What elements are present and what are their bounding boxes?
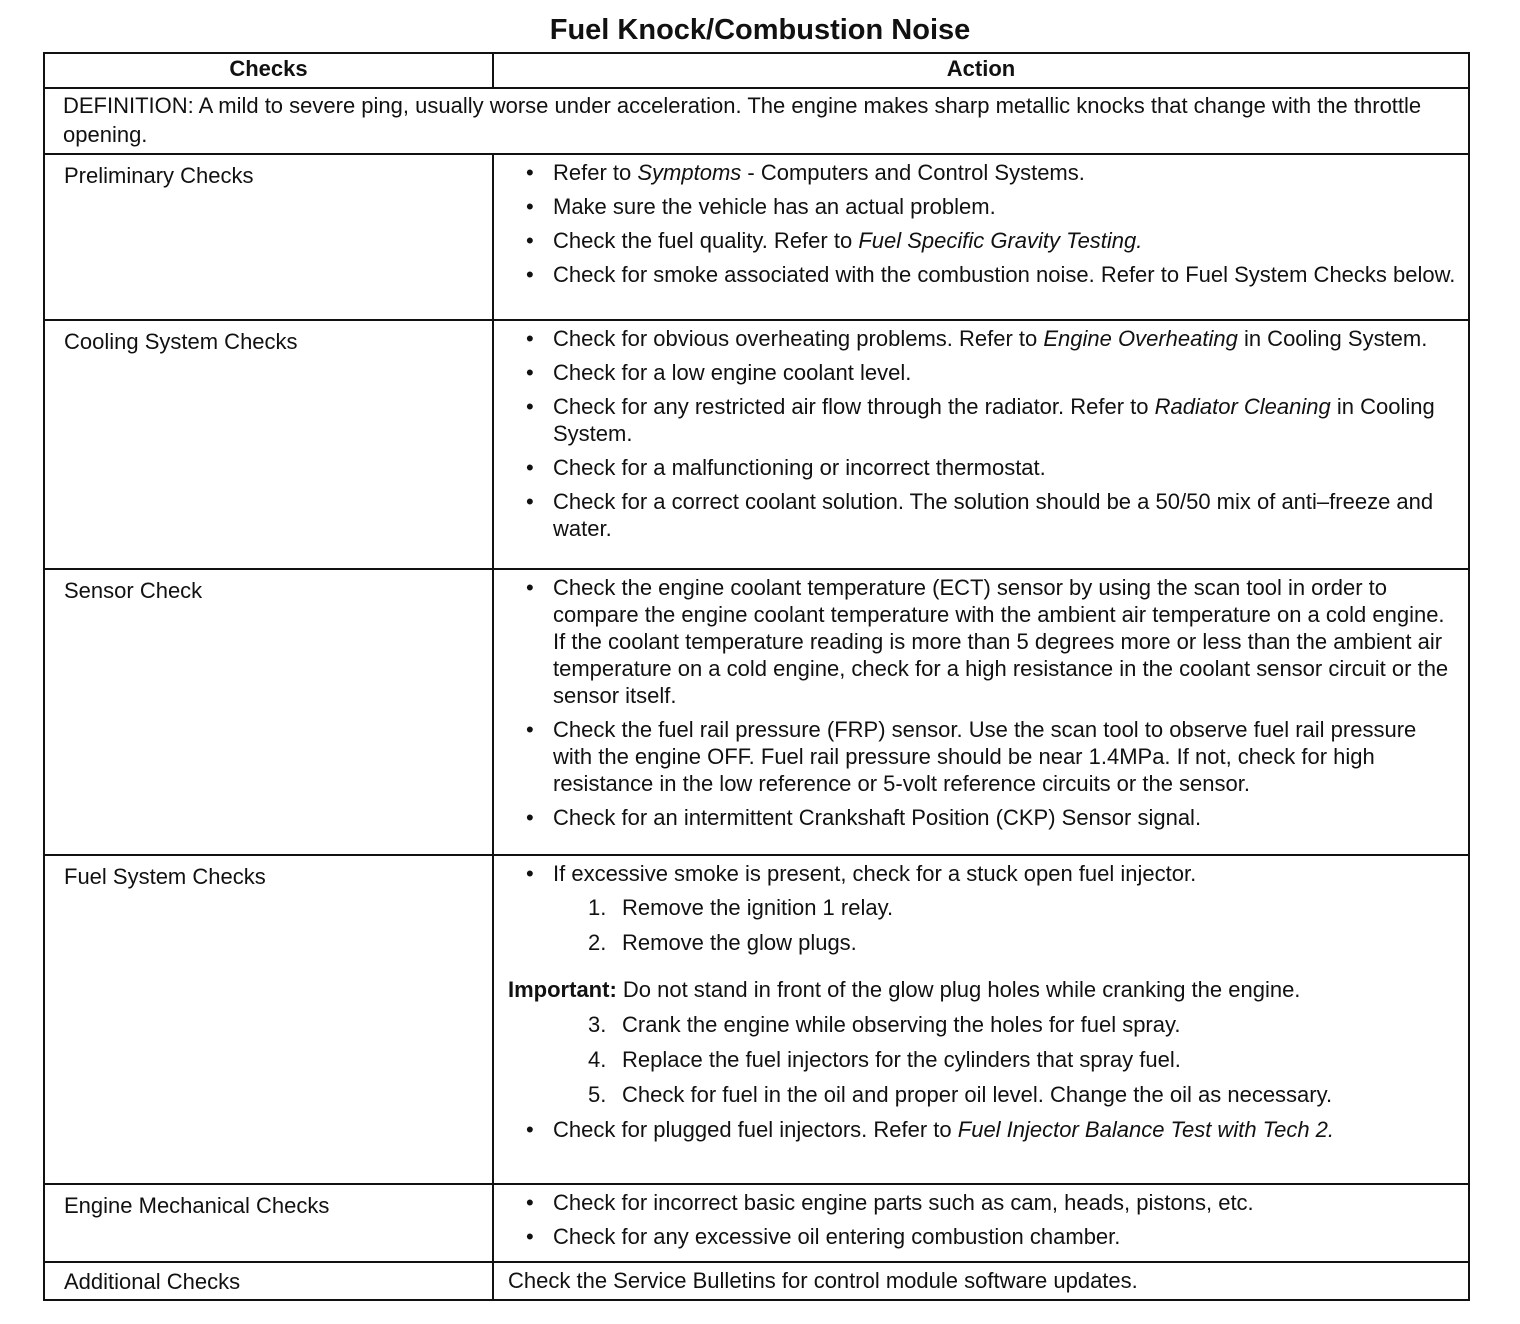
list-item: • Check the engine coolant temperature (ECT) sensor by using the scan tool in order to compare the engine coolant temperature with the ambient air temperature on a cold engine. If the coolant temperature reading is more than 5 degrees more or less than the ambient air temperature on a cold engine, check for a high resistance in the coolant sensor circuit or the sensor itself.: [508, 574, 1460, 709]
list-item: • Refer to Symptoms - Computers and Control Systems.: [508, 159, 1460, 186]
important-note: Important: Do not stand in front of the glow plug holes while cranking the engine.: [508, 977, 1301, 1002]
list-item: • Check for a low engine coolant level.: [508, 359, 1460, 386]
step-item: 5. Check for fuel in the oil and proper oil level. Change the oil as necessary.: [588, 1082, 1333, 1107]
list-item: • Check the fuel quality. Refer to Fuel Specific Gravity Testing.: [508, 227, 1460, 254]
step-item: 1. Remove the ignition 1 relay.: [588, 895, 894, 920]
action-cell: Check the Service Bulletins for control module software updates.: [493, 1262, 1469, 1300]
list-item: • Check for plugged fuel injectors. Refer to Fuel Injector Balance Test with Tech 2.: [508, 1116, 1460, 1143]
table-row: [44, 855, 1469, 1184]
step-item: 2. Remove the glow plugs.: [588, 930, 857, 955]
action-cell: [493, 320, 1469, 569]
action-cell: [493, 855, 1469, 1184]
check-label: Additional Checks: [44, 1262, 493, 1300]
list-item: • Check the fuel rail pressure (FRP) sensor. Use the scan tool to observe fuel rail pressure with the engine OFF. Fuel rail pressure should be near 1.4MPa. If not, check for high resistance in the low reference or 5-volt reference circuits or the sensor.: [508, 716, 1460, 797]
table-row: [44, 569, 1469, 855]
definition-row: [44, 88, 1469, 154]
list-item: • Check for smoke associated with the combustion noise. Refer to Fuel System Checks below.: [508, 261, 1460, 288]
check-label: Cooling System Checks: [44, 320, 493, 569]
list-item: • Check for any excessive oil entering combustion chamber.: [508, 1223, 1460, 1250]
list-item: • Make sure the vehicle has an actual problem.: [508, 193, 1460, 220]
list-item: • Check for a malfunctioning or incorrect thermostat.: [508, 454, 1460, 481]
list-item: • If excessive smoke is present, check for a stuck open fuel injector.: [508, 860, 1460, 887]
header-action: Action: [493, 53, 1469, 88]
list-item: • Check for an intermittent Crankshaft Position (CKP) Sensor signal.: [508, 804, 1460, 831]
check-label: Sensor Check: [44, 569, 493, 855]
action-cell: [493, 569, 1469, 855]
header-checks: Checks: [44, 53, 493, 88]
header-row: [44, 53, 1469, 88]
list-item: • Check for obvious overheating problems. Refer to Engine Overheating in Cooling System.: [508, 325, 1460, 352]
action-cell: [493, 154, 1469, 320]
list-item: • Check for a correct coolant solution. The solution should be a 50/50 mix of anti–freeze and water.: [508, 488, 1460, 542]
check-label: Fuel System Checks: [44, 855, 493, 1184]
definition-text: DEFINITION: A mild to severe ping, usually worse under acceleration. The engine makes sharp metallic knocks that change with the throttle opening.: [44, 88, 1469, 154]
table-row: [44, 154, 1469, 320]
table-row: [44, 320, 1469, 569]
action-cell: [493, 1184, 1469, 1262]
page-title: Fuel Knock/Combustion Noise: [549, 14, 971, 46]
diagnostic-table: [43, 52, 1470, 1301]
table-row: [44, 1262, 1469, 1300]
table-row: [44, 1184, 1469, 1262]
check-label: Engine Mechanical Checks: [44, 1184, 493, 1262]
step-item: 3. Crank the engine while observing the holes for fuel spray.: [588, 1012, 1181, 1037]
step-item: 4. Replace the fuel injectors for the cylinders that spray fuel.: [588, 1047, 1181, 1072]
check-label: Preliminary Checks: [44, 154, 493, 320]
list-item: • Check for any restricted air flow through the radiator. Refer to Radiator Cleaning in Cooling System.: [508, 393, 1460, 447]
list-item: • Check for incorrect basic engine parts such as cam, heads, pistons, etc.: [508, 1189, 1460, 1216]
